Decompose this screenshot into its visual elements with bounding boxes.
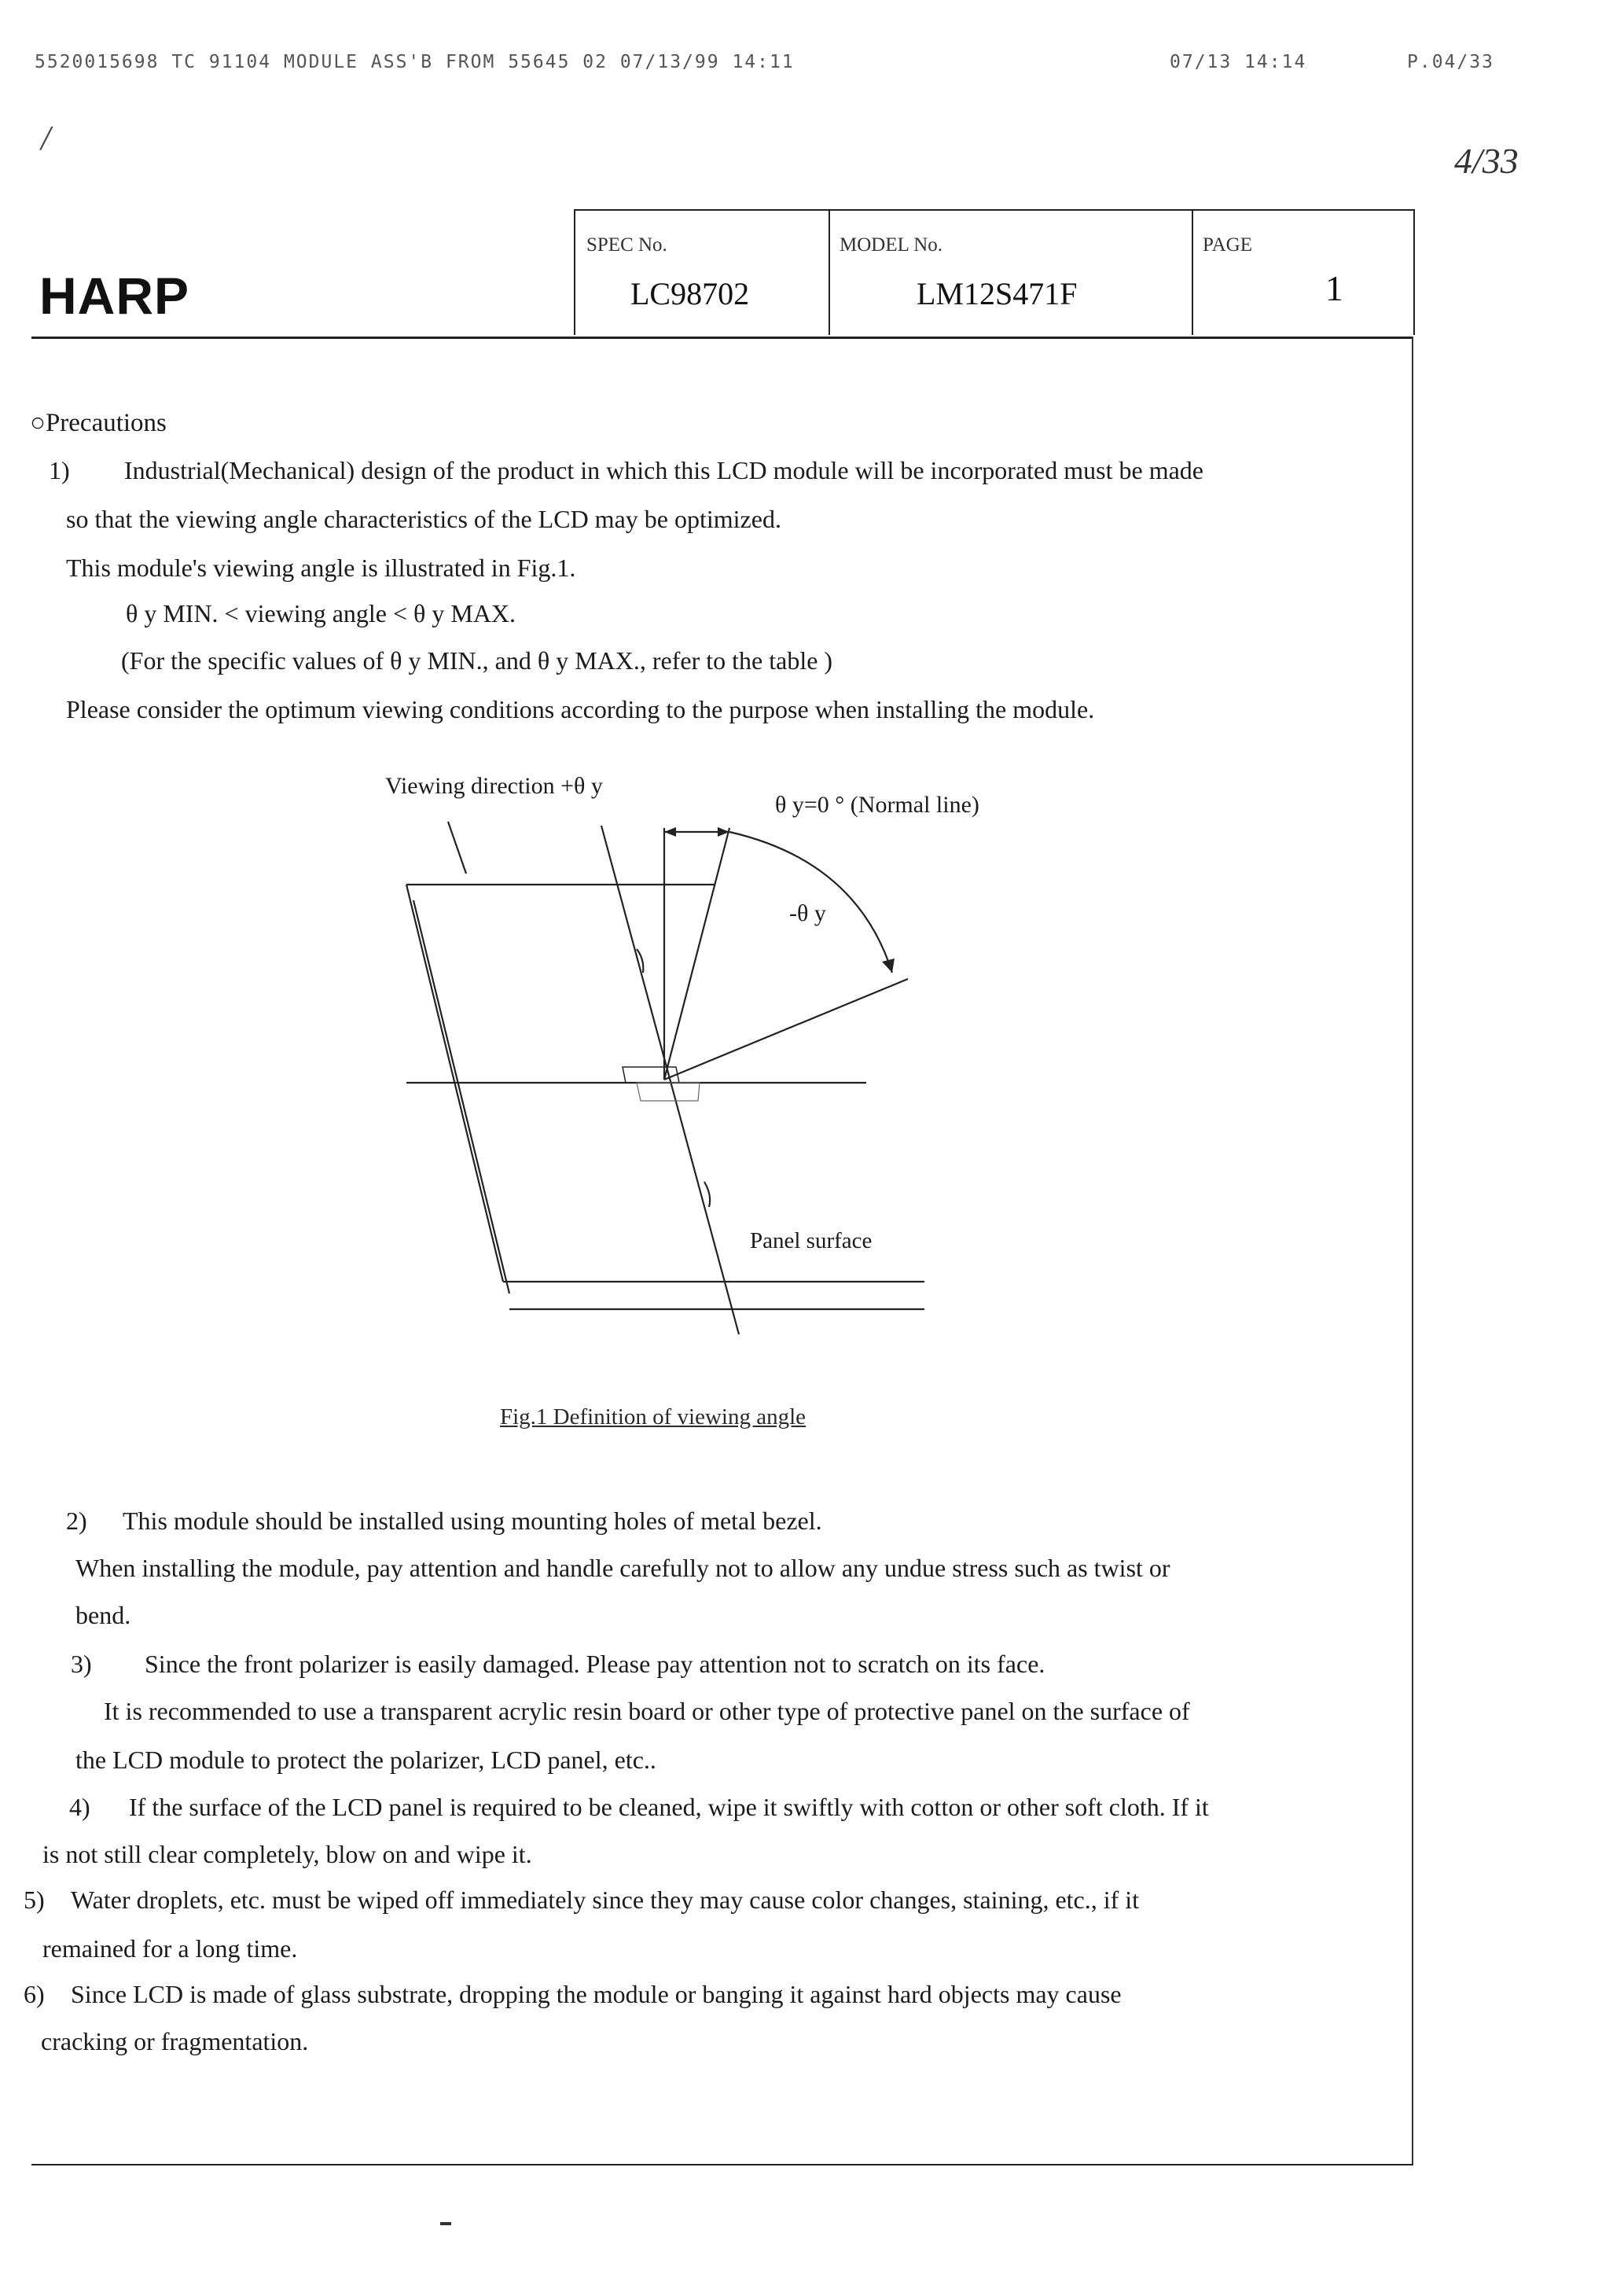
item-line: remained for a long time. — [42, 1934, 298, 1963]
label-normal-line: θ y=0 ° (Normal line) — [775, 792, 979, 818]
item-line: This module's viewing angle is illustrated in Fig.1. — [66, 554, 576, 582]
model-cell — [829, 211, 1193, 335]
item-line: Please consider the optimum viewing conditions according to the purpose when installing the module. — [66, 695, 1095, 723]
viewing-angle-figure — [369, 767, 983, 1349]
label-viewing-direction: Viewing direction +θ y — [385, 773, 603, 799]
page-cell — [1192, 211, 1412, 335]
spec-cell — [575, 211, 830, 335]
arrowhead — [664, 827, 676, 837]
right-border — [1412, 337, 1413, 2165]
origin-marker-shadow — [637, 1083, 700, 1101]
item-line: (For the specific values of θ y MIN., and θ y MAX., refer to the table ) — [121, 646, 833, 675]
item-line: When installing the module, pay attention and handle carefully not to allow any undue stress such as twist or — [75, 1554, 1170, 1582]
item-line: bend. — [75, 1601, 131, 1629]
scan-speck — [440, 2222, 451, 2225]
header-rule — [31, 337, 1413, 339]
label-panel-surface: Panel surface — [750, 1228, 873, 1253]
model-label: MODEL No. — [840, 234, 943, 256]
spec-value: LC98702 — [630, 276, 750, 311]
spec-label: SPEC No. — [586, 234, 667, 256]
spec-box — [574, 209, 1415, 335]
item-line: θ y MIN. < viewing angle < θ y MAX. — [126, 599, 516, 627]
angle-mark — [704, 1182, 710, 1207]
item-number: 5) — [24, 1886, 45, 1914]
viewing-direction-line — [601, 826, 739, 1334]
negative-angle-ray — [664, 979, 908, 1080]
fax-header-received: 07/13 14:14 — [1170, 52, 1307, 72]
page-label: PAGE — [1203, 234, 1252, 256]
label-negative-angle: -θ y — [789, 900, 826, 926]
section-title — [30, 409, 167, 438]
item-line: so that the viewing angle characteristics of the LCD may be optimized. — [66, 505, 781, 533]
figure-caption: Fig.1 Definition of viewing angle — [500, 1404, 806, 1429]
item-number: 1) — [49, 456, 70, 484]
item-line: If the surface of the LCD panel is required to be cleaned, wipe it swiftly with cotton or other soft cloth. If it — [129, 1793, 1209, 1821]
item-line: is not still clear completely, blow on and wipe it. — [42, 1840, 532, 1868]
item-line: Since the front polarizer is easily damaged. Please pay attention not to scratch on its face. — [145, 1650, 1045, 1678]
handwritten-mark: / — [41, 119, 51, 157]
item-number: 3) — [71, 1650, 92, 1678]
panel-left-edge-inner — [413, 900, 509, 1293]
model-value: LM12S471F — [917, 276, 1078, 311]
footer-rule — [31, 2164, 1413, 2165]
item-number: 6) — [24, 1980, 45, 2008]
item-line: Since LCD is made of glass substrate, dropping the module or banging it against hard objects may cause — [71, 1980, 1122, 2008]
item-number: 4) — [69, 1793, 90, 1821]
section-title-prefix: ○ — [30, 409, 46, 437]
fax-header-sender: 5520015698 TC 91104 MODULE ASS'B FROM 55645 02 07/13/99 14:11 — [35, 52, 795, 72]
item-line: This module should be installed using mounting holes of metal bezel. — [123, 1507, 822, 1535]
handwritten-page-fraction: 4/33 — [1454, 141, 1519, 181]
page-value: 1 — [1325, 268, 1343, 308]
arrowhead — [882, 959, 895, 973]
company-logo: HARP — [39, 267, 190, 325]
section-title-text: Precautions — [45, 409, 167, 437]
item-line: Industrial(Mechanical) design of the product in which this LCD module will be incorporated must be made — [124, 456, 1203, 484]
fax-header-page: P.04/33 — [1407, 52, 1494, 72]
label-pointer — [448, 822, 466, 874]
item-line: Water droplets, etc. must be wiped off immediately since they may cause color changes, staining, etc., if it — [71, 1886, 1140, 1914]
item-line: the LCD module to protect the polarizer, LCD panel, etc.. — [75, 1746, 656, 1774]
item-line: cracking or fragmentation. — [41, 2027, 309, 2055]
positive-angle-ray — [664, 828, 729, 1080]
item-number: 2) — [66, 1507, 87, 1535]
item-line: It is recommended to use a transparent acrylic resin board or other type of protective panel on the surface of — [104, 1697, 1190, 1725]
